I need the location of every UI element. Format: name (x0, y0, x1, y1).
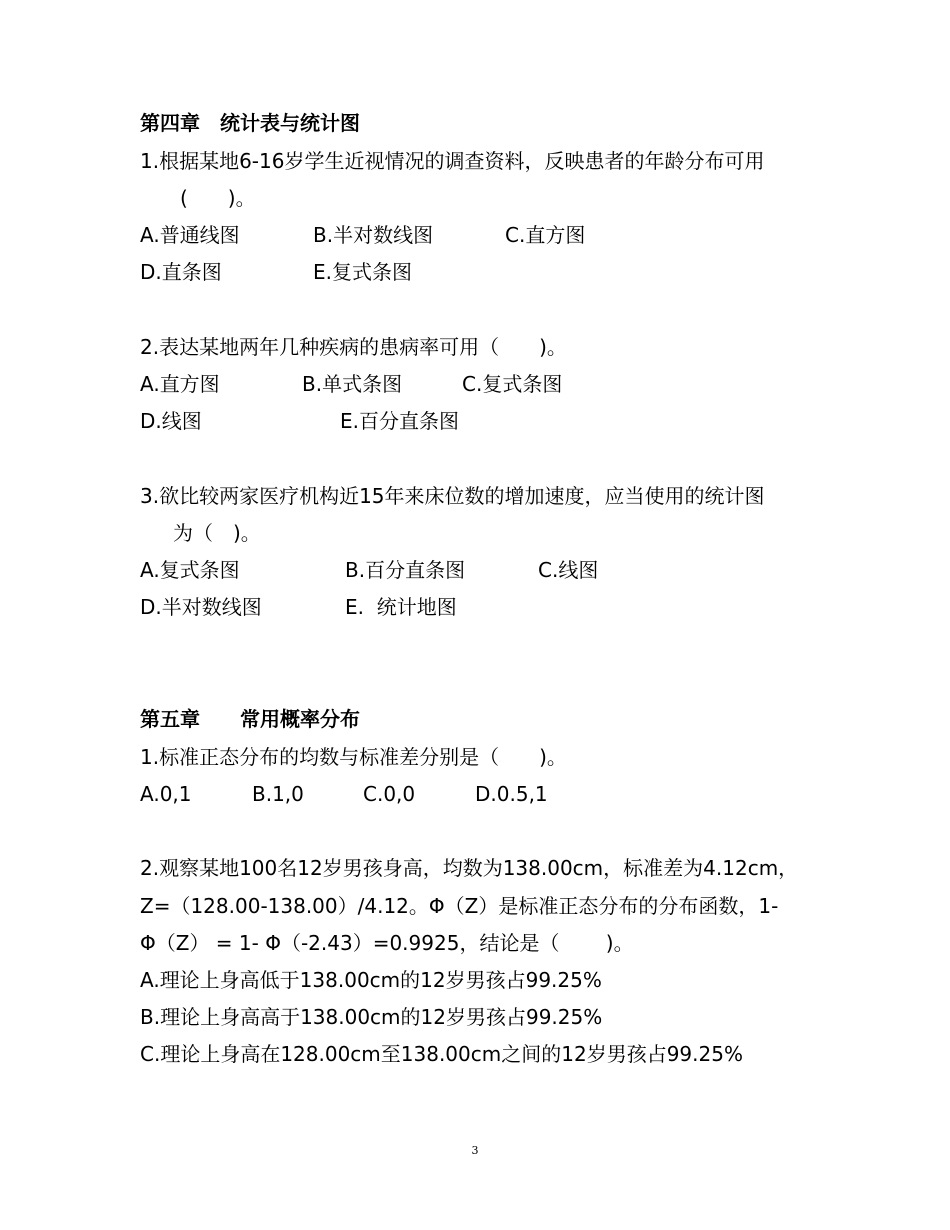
ch4-q3-stem-line1: 3.欲比较两家医疗机构近15年来床位数的增加速度，应当使用的统计图 (140, 484, 765, 508)
ch5-q2-option-a: A.理论上身高低于138.00cm的12岁男孩占99.25% (140, 968, 602, 992)
ch5-q1-stem: 1.标准正态分布的均数与标准差分别是（ )。 (140, 745, 567, 769)
ch4-q1-stem-line2: ( )。 (180, 186, 256, 210)
ch5-q1-option-a: A.0,1 (140, 782, 192, 806)
ch4-q3-option-c: C.线图 (538, 558, 599, 582)
ch4-q1-option-b: B.半对数线图 (313, 223, 434, 247)
ch4-q2-option-e: E.百分直条图 (340, 409, 459, 433)
ch5-q2-option-b: B.理论上身高高于138.00cm的12岁男孩占99.25% (140, 1005, 603, 1029)
ch5-q1-option-d: D.0.5,1 (475, 782, 548, 806)
ch4-q3-option-a: A.复式条图 (140, 558, 240, 582)
ch5-q2-stem-line1: 2.观察某地100名12岁男孩身高，均数为138.00cm，标准差为4.12cm， (140, 856, 799, 880)
ch4-q2-option-d: D.线图 (140, 409, 202, 433)
ch4-q1-stem-line1: 1.根据某地6-16岁学生近视情况的调查资料，反映患者的年龄分布可用 (140, 149, 765, 173)
page-number: 3 (471, 1144, 479, 1157)
ch5-q2-option-c: C.理论上身高在128.00cm至138.00cm之间的12岁男孩占99.25% (140, 1042, 743, 1066)
ch4-q1-option-e: E.复式条图 (313, 260, 412, 284)
chapter-4-heading: 第四章 统计表与统计图 (140, 111, 360, 135)
ch4-q2-option-a: A.直方图 (140, 372, 220, 396)
ch4-q3-stem-line2: 为（ )。 (173, 521, 261, 545)
ch4-q1-option-d: D.直条图 (140, 260, 222, 284)
chapter-5-heading: 第五章 常用概率分布 (140, 707, 360, 731)
ch5-q1-option-b: B.1,0 (252, 782, 304, 806)
ch4-q2-stem: 2.表达某地两年几种疾病的患病率可用（ )。 (140, 335, 567, 359)
ch4-q3-option-d: D.半对数线图 (140, 595, 262, 619)
ch4-q3-option-b: B.百分直条图 (345, 558, 466, 582)
ch5-q2-stem-line3: Φ（Z） = 1- Φ（-2.43）=0.9925，结论是（ )。 (140, 931, 634, 955)
ch4-q2-option-b: B.单式条图 (302, 372, 403, 396)
ch4-q1-option-c: C.直方图 (505, 223, 586, 247)
ch4-q1-option-a: A.普通线图 (140, 223, 240, 247)
ch4-q3-option-e: E. 统计地图 (345, 595, 457, 619)
ch4-q2-option-c: C.复式条图 (462, 372, 563, 396)
ch5-q2-stem-line2: Z=（128.00-138.00）/4.12。Φ（Z）是标准正态分布的分布函数，1- (140, 894, 779, 918)
ch5-q1-option-c: C.0,0 (363, 782, 416, 806)
